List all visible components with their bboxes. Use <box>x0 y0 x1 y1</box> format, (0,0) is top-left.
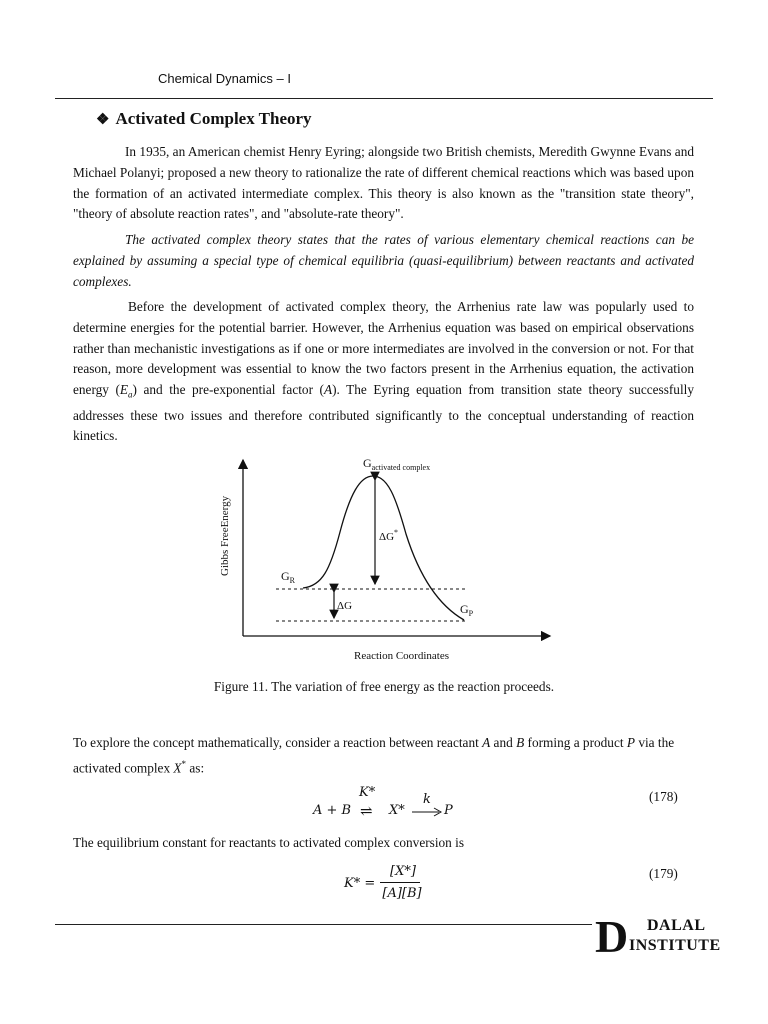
diamond-bullet-icon: ❖ <box>96 112 110 128</box>
eq179-lhs: K* = <box>344 876 376 891</box>
forward-arrow-icon <box>412 807 442 817</box>
footer-rule <box>55 924 592 925</box>
symbol-e: E <box>119 382 129 398</box>
energy-curve <box>303 476 464 620</box>
eq178-number: (178) <box>649 789 678 804</box>
product-symbol: P <box>626 735 635 750</box>
eq179-number: (179) <box>649 866 678 881</box>
paragraph-definition: The activated complex theory states that the rates of various elementary chemical reactions can be explained by assuming a special type of chemical equilibria (quasi-equilibrium) between reactants and activated complexes. <box>73 232 694 289</box>
figure-caption: Figure 11. The variation of free energy as the reaction proceeds. <box>213 679 555 694</box>
text-run: ). The Eyring equation from transition state theory successfully addresses these two issues and therefore contributed significantly to the conceptual understanding of reaction kinetics. <box>73 382 694 444</box>
delta-g-star-label: ΔG* <box>379 528 399 543</box>
logo-line1: DALAL <box>647 917 706 934</box>
section-title <box>96 109 312 129</box>
eq178-product: P <box>444 803 453 818</box>
reactant-a-symbol: A <box>482 735 491 750</box>
eq178-constant: K* <box>359 785 376 800</box>
x-axis-label: Reaction Coordinates <box>354 650 450 662</box>
delta-g-label: ΔG <box>337 600 353 612</box>
section-title-text: Activated Complex Theory <box>115 109 312 128</box>
complex-star: * <box>181 758 187 769</box>
paragraph-equilibrium-constant: The equilibrium constant for reactants to activated complex conversion is <box>73 835 465 850</box>
running-header: Chemical Dynamics – I <box>158 71 291 86</box>
text-run: as: <box>186 760 205 776</box>
free-energy-diagram <box>210 452 560 666</box>
text-run: and <box>490 735 517 750</box>
y-axis-label: Gibbs FreeEnergy <box>219 495 231 576</box>
activation-energy-symbol <box>119 382 133 400</box>
eq179-denominator: [A][B] <box>382 886 422 901</box>
text-run: ) and the pre-exponential factor ( <box>132 382 324 398</box>
paragraph-history: In 1935, an American chemist Henry Eyring; alongside two British chemists, Meredith Gwynne Evans and Michael Polanyi; proposed a new theory to rationalize the rate of different chemical reactions which was based upon the formation of an activated intermediate complex. This theory is also known as the "transition state theory", "theory of absolute reaction rates", and "absolute-rate theory". <box>73 144 694 222</box>
text-run: Before the development of activated complex theory, the Arrhenius rate law was popularly used to determine energies for the potential barrier. However, the Arrhenius equation was based on empirical observations rather than mechanistic investigations as if one or more intermediates are involved in the conversion or not. For that reason, more development was essential to know the two factors present in the Arrhenius equation, the activation energy ( <box>73 299 694 398</box>
paragraph-arrhenius <box>73 297 694 447</box>
symbol-subscript-a: a <box>128 389 133 400</box>
product-label: $G_P$ <box>460 602 474 618</box>
header-rule <box>55 98 713 99</box>
eq178-complex: X* <box>389 803 405 818</box>
peak-label: $G_{activated complex}$ <box>363 456 431 472</box>
eq178-rate-constant: k <box>423 792 431 807</box>
logo-letter: D <box>595 911 629 962</box>
text-run: via the activated complex <box>73 735 675 776</box>
logo-line2: INSTITUTE <box>629 937 721 954</box>
complex-symbol: X <box>173 760 182 776</box>
fraction-bar <box>380 882 420 883</box>
eq179-numerator: [X*] <box>390 864 416 879</box>
dalal-institute-logo <box>595 911 735 964</box>
paragraph-mechanism <box>73 733 694 779</box>
pre-exponential-symbol: A <box>323 382 333 398</box>
text-run: forming a product <box>524 735 627 750</box>
reactant-b-symbol: B <box>516 735 525 750</box>
text-run: To explore the concept mathematically, consider a reaction between reactant <box>73 735 483 750</box>
reactant-label: $G_R$ <box>281 569 296 585</box>
equilibrium-arrow-icon: ⇌ <box>360 802 373 820</box>
eq178-reactants: A + B <box>313 803 352 818</box>
